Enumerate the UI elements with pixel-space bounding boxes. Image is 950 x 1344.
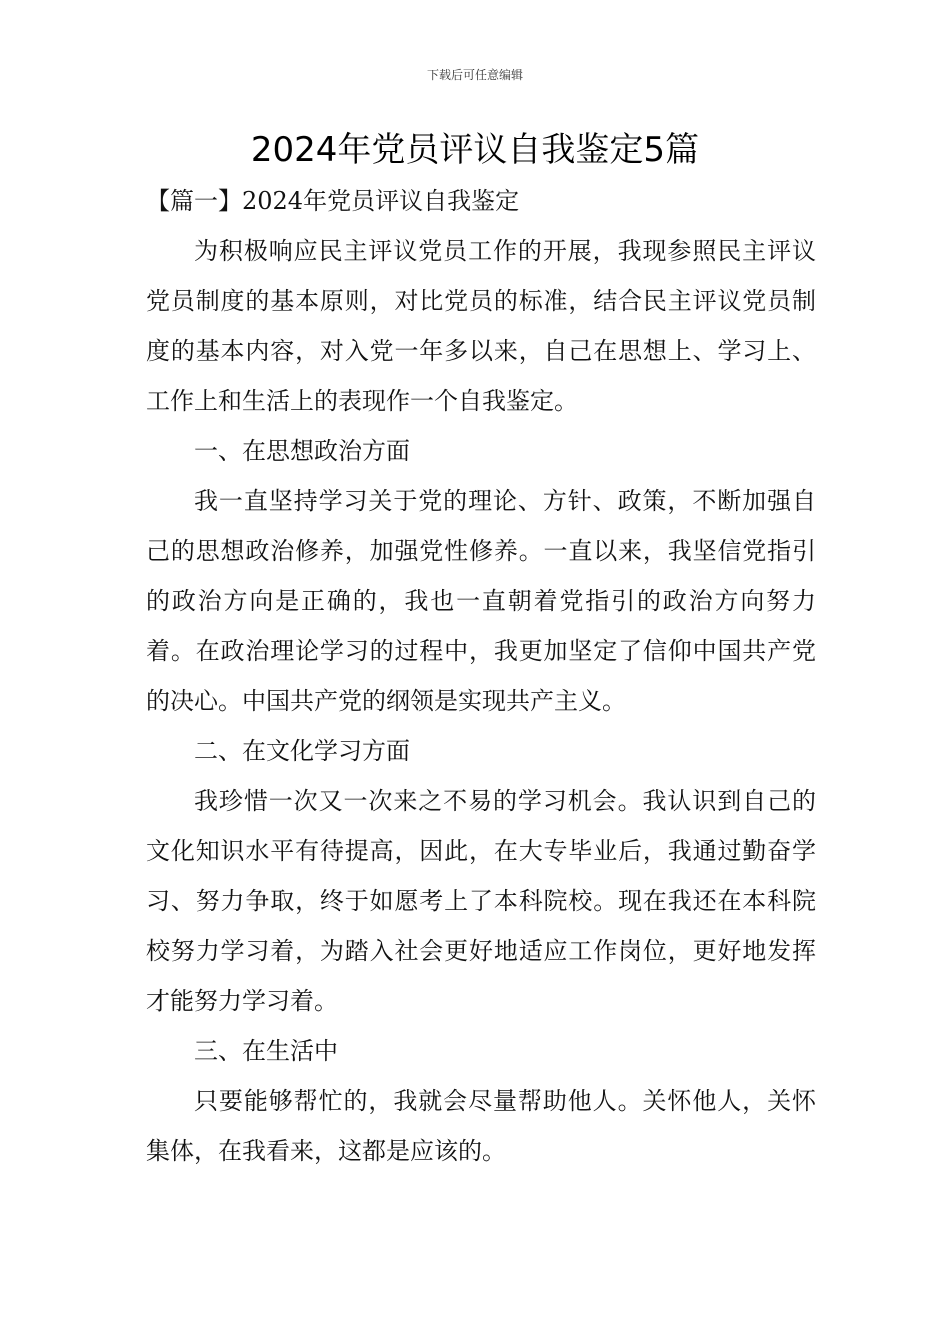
header-note: 下载后可任意编辑 bbox=[426, 68, 523, 82]
subheading-study: 二、在文化学习方面 bbox=[194, 737, 410, 765]
paragraph-intro: 为积极响应民主评议党员工作的开展，我现参照民主评议党员制度的基本原则，对比党员的标准，结合民主评议党员制度的基本内容，对入党一年多以来，自己在思想上、学习上、工作上和生活上的表现作一个自我鉴定。 bbox=[146, 237, 816, 415]
section-heading: 【篇一】2024年党员评议自我鉴定 bbox=[146, 187, 520, 215]
subheading-life: 三、在生活中 bbox=[194, 1037, 338, 1065]
document-body bbox=[146, 176, 816, 1176]
paragraph-life: 只要能够帮忙的，我就会尽量帮助他人。关怀他人，关怀集体，在我看来，这都是应该的。 bbox=[146, 1087, 816, 1165]
paragraph-ideology: 我一直坚持学习关于党的理论、方针、政策，不断加强自己的思想政治修养，加强党性修养。一直以来，我坚信党指引的政治方向是正确的，我也一直朝着党指引的政治方向努力着。在政治理论学习的过程中，我更加坚定了信仰中国共产党的决心。中国共产党的纲领是实现共产主义。 bbox=[146, 487, 816, 715]
document-title: 2024年党员评议自我鉴定5篇 bbox=[250, 130, 700, 170]
subheading-ideology: 一、在思想政治方面 bbox=[194, 437, 410, 465]
paragraph-study: 我珍惜一次又一次来之不易的学习机会。我认识到自己的文化知识水平有待提高，因此，在大专毕业后，我通过勤奋学习、努力争取，终于如愿考上了本科院校。现在我还在本科院校努力学习着，为踏入社会更好地适应工作岗位，更好地发挥才能努力学习着。 bbox=[146, 787, 816, 1015]
